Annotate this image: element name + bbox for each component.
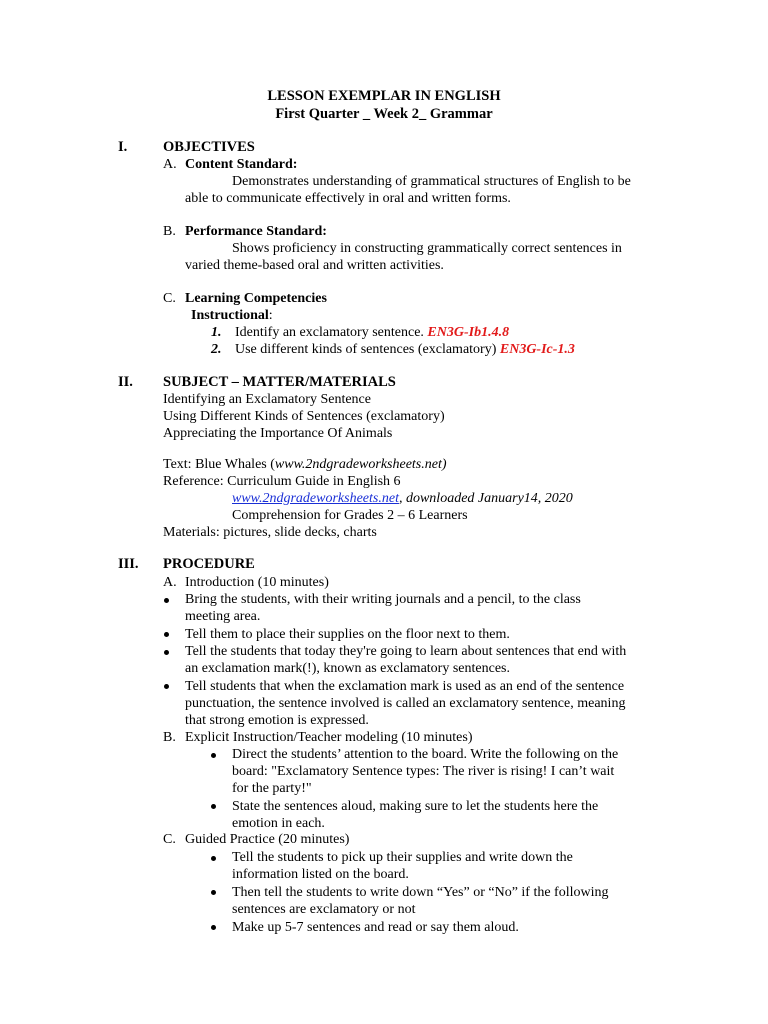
c-bullet-1-line-1: Tell the students to pick up their supplies and write down the xyxy=(232,850,573,865)
procedure-c-letter: C. xyxy=(163,832,176,847)
performance-standard-letter: B. xyxy=(163,224,176,239)
section-3-heading: PROCEDURE xyxy=(163,556,255,572)
subject-line-2: Using Different Kinds of Sentences (exclamatory) xyxy=(163,409,445,424)
procedure-c-label: Guided Practice (20 minutes) xyxy=(185,832,350,847)
subject-line-1: Identifying an Exclamatory Sentence xyxy=(163,392,371,407)
a-bullet-1-line-2: meeting area. xyxy=(185,609,261,624)
performance-standard-heading: Performance Standard: xyxy=(185,224,327,239)
competency-2-text: Use different kinds of sentences (exclamatory) xyxy=(235,342,497,357)
bullet-icon xyxy=(211,856,216,861)
competency-1-number: 1. xyxy=(211,325,222,340)
instructional-word: Instructional xyxy=(191,308,269,323)
content-standard-heading: Content Standard: xyxy=(185,157,298,172)
document-subtitle: First Quarter _ Week 2_ Grammar xyxy=(275,106,493,122)
procedure-a-label: Introduction (10 minutes) xyxy=(185,575,329,590)
text-source-site: www.2ndgradeworksheets.net) xyxy=(274,457,447,472)
reference-label: Reference: Curriculum Guide in English 6 xyxy=(163,474,401,489)
bullet-icon xyxy=(164,598,169,603)
bullet-icon xyxy=(164,632,169,637)
competency-2 xyxy=(235,341,575,358)
instructional-label xyxy=(191,307,273,324)
performance-standard-line-1: Shows proficiency in constructing grammatically correct sentences in xyxy=(232,241,622,256)
performance-standard-line-2: varied theme-based oral and written activities. xyxy=(185,258,444,273)
text-source-label: Text: Blue Whales ( xyxy=(163,457,275,472)
reference-link[interactable]: www.2ndgradeworksheets.net xyxy=(232,491,399,506)
section-2-numeral: II. xyxy=(118,374,133,390)
a-bullet-4-line-1: Tell students that when the exclamation mark is used as an end of the sentence xyxy=(185,679,625,694)
section-1-numeral: I. xyxy=(118,139,128,155)
subject-line-3: Appreciating the Importance Of Animals xyxy=(163,426,393,441)
reference-downloaded: , downloaded January14, 2020 xyxy=(398,491,573,506)
competency-2-code: EN3G-Ic-1.3 xyxy=(499,342,575,357)
procedure-b-letter: B. xyxy=(163,730,176,745)
content-standard-line-1: Demonstrates understanding of grammatical structures of English to be xyxy=(232,174,631,189)
section-1-heading: OBJECTIVES xyxy=(163,139,255,155)
text-source xyxy=(163,456,447,473)
bullet-icon xyxy=(164,684,169,689)
materials-line: Materials: pictures, slide decks, charts xyxy=(163,525,377,540)
c-bullet-2-line-2: sentences are exclamatory or not xyxy=(232,902,416,917)
b-bullet-2-line-2: emotion in each. xyxy=(232,816,325,831)
instructional-colon: : xyxy=(268,308,273,323)
b-bullet-1-line-1: Direct the students’ attention to the board. Write the following on the xyxy=(232,747,619,762)
b-bullet-1-line-2: board: "Exclamatory Sentence types: The river is rising! I can’t wait xyxy=(232,764,615,779)
learning-competencies-heading: Learning Competencies xyxy=(185,291,327,306)
a-bullet-4-line-2: punctuation, the sentence involved is called an exclamatory sentence, meaning xyxy=(185,696,626,711)
a-bullet-3-line-1: Tell the students that today they're going to learn about sentences that end with xyxy=(185,644,627,659)
bullet-icon xyxy=(164,650,169,655)
c-bullet-3-line-1: Make up 5-7 sentences and read or say them aloud. xyxy=(232,920,519,935)
a-bullet-3-line-2: an exclamation mark(!), known as exclamatory sentences. xyxy=(185,661,510,676)
section-2-heading: SUBJECT – MATTER/MATERIALS xyxy=(163,374,396,390)
competency-2-number: 2. xyxy=(211,342,222,357)
bullet-icon xyxy=(211,925,216,930)
learning-competencies-letter: C. xyxy=(163,291,176,306)
b-bullet-2-line-1: State the sentences aloud, making sure to let the students here the xyxy=(232,799,599,814)
bullet-icon xyxy=(211,890,216,895)
bullet-icon xyxy=(211,804,216,809)
procedure-b-label: Explicit Instruction/Teacher modeling (10 minutes) xyxy=(185,730,473,745)
reference-link-line xyxy=(232,490,573,507)
a-bullet-2-line-1: Tell them to place their supplies on the floor next to them. xyxy=(185,627,510,642)
c-bullet-2-line-1: Then tell the students to write down “Yes” or “No” if the following xyxy=(232,885,609,900)
a-bullet-4-line-3: that strong emotion is expressed. xyxy=(185,713,369,728)
section-3-numeral: III. xyxy=(118,556,139,572)
competency-1-text: Identify an exclamatory sentence. xyxy=(235,325,424,340)
c-bullet-1-line-2: information listed on the board. xyxy=(232,867,409,882)
procedure-a-letter: A. xyxy=(163,575,177,590)
b-bullet-1-line-3: for the party!" xyxy=(232,781,312,796)
content-standard-line-2: able to communicate effectively in oral and written forms. xyxy=(185,191,511,206)
competency-1-code: EN3G-Ib1.4.8 xyxy=(427,325,510,340)
competency-1 xyxy=(235,324,509,341)
bullet-icon xyxy=(211,753,216,758)
reference-line-3: Comprehension for Grades 2 – 6 Learners xyxy=(232,508,468,523)
a-bullet-1-line-1: Bring the students, with their writing journals and a pencil, to the class xyxy=(185,592,581,607)
document-title: LESSON EXEMPLAR IN ENGLISH xyxy=(267,88,501,104)
content-standard-letter: A. xyxy=(163,157,177,172)
